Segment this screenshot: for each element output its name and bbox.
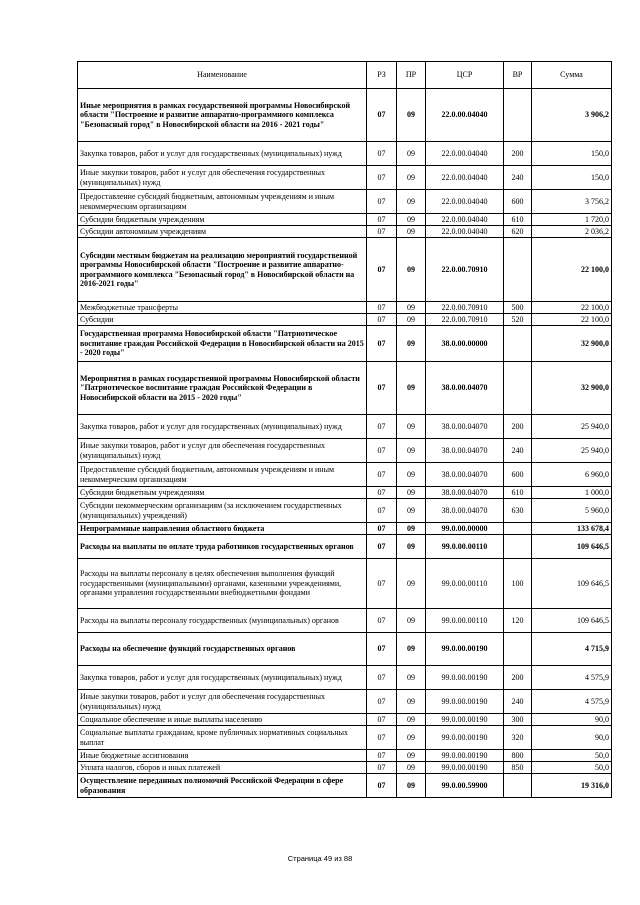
cell-name: Закупка товаров, работ и услуг для государственных (муниципальных) нужд [78,415,367,439]
table-header-row [78,62,612,89]
cell-csr: 99.0.00.00190 [426,714,504,726]
cell-csr: 38.0.00.04070 [426,362,504,415]
cell-sum: 109 646,5 [532,535,612,559]
cell-name: Расходы на выплаты персоналу государственных (муниципальных) органов [78,609,367,633]
cell-vr [504,523,532,535]
header-sum: Сумма [532,62,612,89]
cell-sum: 4 575,9 [532,666,612,690]
cell-pr: 09 [397,762,426,774]
cell-vr: 200 [504,142,532,166]
cell-rz: 07 [367,439,397,463]
cell-csr: 99.0.00.00110 [426,559,504,609]
table-row [78,214,612,226]
cell-pr: 09 [397,190,426,214]
cell-rz: 07 [367,314,397,326]
cell-name: Предоставление субсидий бюджетным, автономным учреждениям и иным некоммерческим организациям [78,463,367,487]
cell-vr: 600 [504,463,532,487]
cell-sum: 50,0 [532,750,612,762]
table-row [78,726,612,750]
cell-vr [504,89,532,142]
cell-rz: 07 [367,666,397,690]
cell-sum: 133 678,4 [532,523,612,535]
cell-name: Субсидии бюджетным учреждениям [78,487,367,499]
cell-vr: 320 [504,726,532,750]
cell-rz: 07 [367,142,397,166]
cell-pr: 09 [397,302,426,314]
cell-pr: 09 [397,750,426,762]
cell-vr: 600 [504,190,532,214]
cell-rz: 07 [367,535,397,559]
cell-csr: 38.0.00.04070 [426,487,504,499]
cell-sum: 5 960,0 [532,499,612,523]
cell-sum: 22 100,0 [532,314,612,326]
cell-rz: 07 [367,214,397,226]
cell-pr: 09 [397,142,426,166]
cell-csr: 22.0.00.70910 [426,302,504,314]
cell-vr: 800 [504,750,532,762]
cell-rz: 07 [367,302,397,314]
cell-csr: 22.0.00.04040 [426,226,504,238]
cell-sum: 32 900,0 [532,326,612,362]
cell-pr: 09 [397,487,426,499]
cell-csr: 38.0.00.04070 [426,415,504,439]
cell-vr [504,633,532,666]
cell-vr [504,535,532,559]
cell-csr: 38.0.00.00000 [426,326,504,362]
cell-pr: 09 [397,633,426,666]
cell-csr: 22.0.00.04040 [426,190,504,214]
cell-vr: 120 [504,609,532,633]
cell-pr: 09 [397,535,426,559]
cell-rz: 07 [367,762,397,774]
cell-pr: 09 [397,326,426,362]
cell-rz: 07 [367,750,397,762]
cell-rz: 07 [367,326,397,362]
cell-vr [504,326,532,362]
table-row [78,523,612,535]
cell-name: Иные мероприятия в рамках государственной программы Новосибирской области "Построение и развитие аппаратно-программного комплекса "Безопасный город" в Новосибирской области на 2016 - 2021 годы" [78,89,367,142]
cell-vr [504,238,532,302]
cell-name: Мероприятия в рамках государственной программы Новосибирской области "Патриотическое воспитание граждан Российской Федерации в Новосибирской области на 2015 - 2020 годы" [78,362,367,415]
cell-name: Расходы на выплаты по оплате труда работников государственных органов [78,535,367,559]
table-row [78,762,612,774]
cell-rz: 07 [367,190,397,214]
cell-csr: 99.0.00.00190 [426,726,504,750]
table-row [78,314,612,326]
header-csr: ЦСР [426,62,504,89]
table-row [78,142,612,166]
cell-name: Осуществление переданных полномочий Российской Федерации в сфере образования [78,774,367,798]
table-row [78,302,612,314]
cell-vr: 610 [504,214,532,226]
cell-csr: 99.0.00.00190 [426,666,504,690]
cell-csr: 99.0.00.00190 [426,633,504,666]
cell-name: Иные закупки товаров, работ и услуг для обеспечения государственных (муниципальных) нужд [78,166,367,190]
cell-name: Непрограммные направления областного бюджета [78,523,367,535]
cell-pr: 09 [397,415,426,439]
header-rz: РЗ [367,62,397,89]
cell-pr: 09 [397,439,426,463]
cell-vr [504,774,532,798]
cell-vr: 200 [504,666,532,690]
cell-vr: 240 [504,439,532,463]
cell-pr: 09 [397,726,426,750]
cell-name: Иные закупки товаров, работ и услуг для обеспечения государственных (муниципальных) нужд [78,439,367,463]
table-row [78,559,612,609]
cell-csr: 99.0.00.00000 [426,523,504,535]
table-row [78,326,612,362]
cell-vr: 240 [504,166,532,190]
cell-pr: 09 [397,238,426,302]
cell-rz: 07 [367,633,397,666]
cell-vr: 240 [504,690,532,714]
cell-rz: 07 [367,559,397,609]
cell-csr: 99.0.00.00190 [426,750,504,762]
cell-pr: 09 [397,214,426,226]
cell-name: Уплата налогов, сборов и иных платежей [78,762,367,774]
cell-rz: 07 [367,726,397,750]
cell-pr: 09 [397,714,426,726]
cell-name: Субсидии [78,314,367,326]
table-row [78,190,612,214]
table-row [78,89,612,142]
cell-name: Межбюджетные трансферты [78,302,367,314]
table-row [78,463,612,487]
cell-name: Государственная программа Новосибирской области "Патриотическое воспитание граждан Российской Федерации в Новосибирской области на 2015 - 2020 годы" [78,326,367,362]
cell-rz: 07 [367,415,397,439]
cell-sum: 6 960,0 [532,463,612,487]
cell-pr: 09 [397,690,426,714]
cell-csr: 22.0.00.04040 [426,142,504,166]
cell-name: Субсидии некоммерческим организациям (за исключением государственных (муниципальных) учреждений) [78,499,367,523]
cell-vr: 630 [504,499,532,523]
table-row [78,439,612,463]
cell-vr: 500 [504,302,532,314]
cell-rz: 07 [367,226,397,238]
table-row [78,774,612,798]
cell-csr: 99.0.00.00190 [426,762,504,774]
cell-rz: 07 [367,362,397,415]
table-row [78,226,612,238]
table-row [78,690,612,714]
cell-name: Субсидии бюджетным учреждениям [78,214,367,226]
cell-name: Субсидии автономным учреждениям [78,226,367,238]
cell-csr: 99.0.00.00190 [426,690,504,714]
cell-pr: 09 [397,166,426,190]
cell-sum: 22 100,0 [532,302,612,314]
cell-sum: 50,0 [532,762,612,774]
cell-sum: 4 715,9 [532,633,612,666]
table-body [78,89,612,798]
cell-vr: 520 [504,314,532,326]
table-row [78,714,612,726]
cell-name: Предоставление субсидий бюджетным, автономным учреждениям и иным некоммерческим организациям [78,190,367,214]
cell-sum: 150,0 [532,142,612,166]
cell-rz: 07 [367,238,397,302]
cell-sum: 1 000,0 [532,487,612,499]
cell-pr: 09 [397,314,426,326]
cell-vr: 620 [504,226,532,238]
cell-name: Иные закупки товаров, работ и услуг для обеспечения государственных (муниципальных) нужд [78,690,367,714]
budget-table [77,61,612,798]
cell-sum: 19 316,0 [532,774,612,798]
cell-sum: 3 906,2 [532,89,612,142]
table-row [78,609,612,633]
cell-vr [504,362,532,415]
cell-sum: 109 646,5 [532,609,612,633]
cell-rz: 07 [367,463,397,487]
cell-sum: 150,0 [532,166,612,190]
cell-csr: 22.0.00.04040 [426,166,504,190]
cell-csr: 99.0.00.00110 [426,535,504,559]
cell-sum: 90,0 [532,726,612,750]
cell-sum: 25 940,0 [532,439,612,463]
cell-csr: 22.0.00.70910 [426,238,504,302]
table-row [78,750,612,762]
page-number: Страница 49 из 88 [287,854,353,863]
cell-sum: 22 100,0 [532,238,612,302]
cell-sum: 1 720,0 [532,214,612,226]
cell-rz: 07 [367,487,397,499]
cell-vr: 200 [504,415,532,439]
header-pr: ПР [397,62,426,89]
table-row [78,487,612,499]
cell-sum: 25 940,0 [532,415,612,439]
cell-name: Закупка товаров, работ и услуг для государственных (муниципальных) нужд [78,142,367,166]
cell-rz: 07 [367,166,397,190]
cell-csr: 38.0.00.04070 [426,439,504,463]
cell-rz: 07 [367,523,397,535]
table-row [78,362,612,415]
header-vr: ВР [504,62,532,89]
cell-sum: 3 756,2 [532,190,612,214]
cell-vr: 850 [504,762,532,774]
cell-pr: 09 [397,559,426,609]
table-row [78,499,612,523]
cell-vr: 300 [504,714,532,726]
cell-name: Социальные выплаты гражданам, кроме публичных нормативных социальных выплат [78,726,367,750]
cell-rz: 07 [367,690,397,714]
cell-rz: 07 [367,609,397,633]
cell-csr: 22.0.00.04040 [426,214,504,226]
cell-name: Иные бюджетные ассигнования [78,750,367,762]
cell-pr: 09 [397,609,426,633]
table-row [78,666,612,690]
cell-sum: 4 575,9 [532,690,612,714]
cell-csr: 99.0.00.59900 [426,774,504,798]
cell-vr: 610 [504,487,532,499]
cell-pr: 09 [397,523,426,535]
cell-csr: 22.0.00.04040 [426,89,504,142]
cell-rz: 07 [367,774,397,798]
cell-csr: 99.0.00.00110 [426,609,504,633]
table-row [78,633,612,666]
table-row [78,238,612,302]
table-row [78,415,612,439]
cell-csr: 22.0.00.70910 [426,314,504,326]
cell-name: Расходы на обеспечение функций государственных органов [78,633,367,666]
table-row [78,535,612,559]
cell-rz: 07 [367,89,397,142]
cell-sum: 32 900,0 [532,362,612,415]
table-row [78,166,612,190]
cell-rz: 07 [367,714,397,726]
cell-name: Закупка товаров, работ и услуг для государственных (муниципальных) нужд [78,666,367,690]
cell-pr: 09 [397,226,426,238]
cell-pr: 09 [397,666,426,690]
cell-pr: 09 [397,89,426,142]
cell-pr: 09 [397,362,426,415]
cell-pr: 09 [397,774,426,798]
cell-sum: 2 036,2 [532,226,612,238]
cell-vr: 100 [504,559,532,609]
cell-name: Расходы на выплаты персоналу в целях обеспечения выполнения функций государственными (муниципальными) органами, казенными учреждениями, органами управления государственными внебюджетными фондами [78,559,367,609]
header-name: Наименование [78,62,367,89]
cell-name: Субсидии местным бюджетам на реализацию мероприятий государственной программы Новосибирской области "Построение и развитие аппаратно-программного комплекса "Безопасный город" в Новосибирской области на 2016-2021 годы" [78,238,367,302]
cell-sum: 109 646,5 [532,559,612,609]
cell-pr: 09 [397,499,426,523]
cell-pr: 09 [397,463,426,487]
cell-name: Социальное обеспечение и иные выплаты населению [78,714,367,726]
cell-sum: 90,0 [532,714,612,726]
cell-csr: 38.0.00.04070 [426,499,504,523]
cell-rz: 07 [367,499,397,523]
cell-csr: 38.0.00.04070 [426,463,504,487]
